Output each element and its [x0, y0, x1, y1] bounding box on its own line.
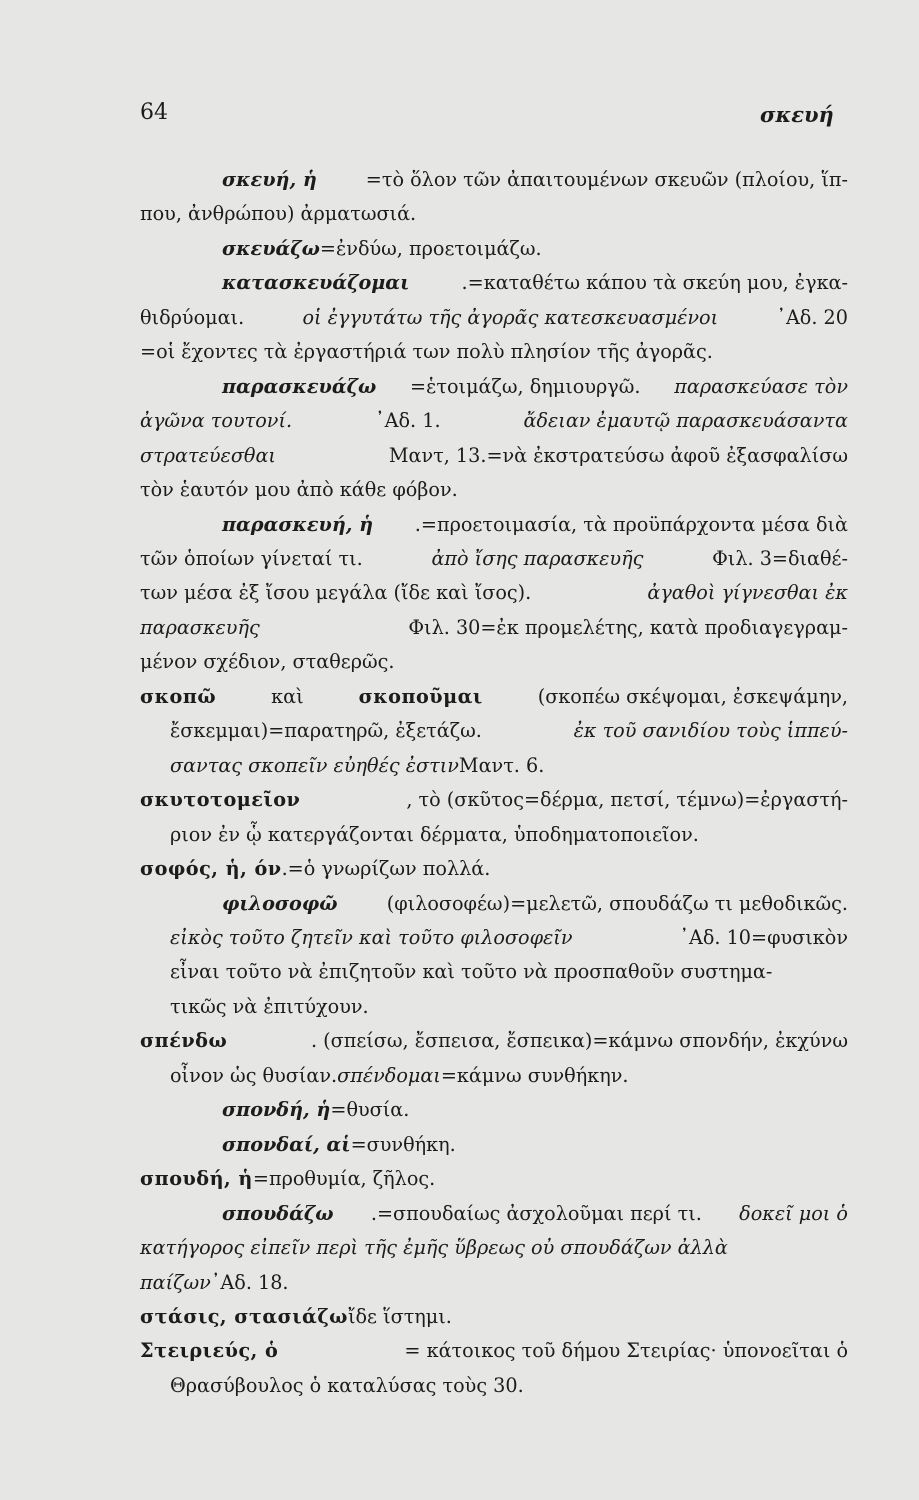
definition-text: θιδρύομαι.: [140, 305, 245, 329]
definition-text: ᾿Αδ. 20: [776, 305, 848, 329]
quotation: ἀπὸ ἴσης παρασκευῆς: [431, 546, 644, 570]
definition-text: Φιλ. 30=ἐκ προμελέτης, κατὰ προδιαγεγραμ-: [408, 615, 848, 639]
text-line: [140, 1128, 848, 1162]
definition-text: =ἐνδύω, προετοιμάζω.: [319, 236, 542, 260]
definition-text: ᾿Αδ. 18.: [210, 1270, 289, 1294]
headword: σκευάζω: [222, 236, 320, 260]
definition-text: ᾿Αδ. 10=φυσικὸν: [679, 925, 848, 949]
text-line: [140, 439, 848, 473]
headword: σοφός, ἡ, όν: [140, 857, 282, 881]
quotation: σαντας σκοπεῖν εὐηθές ἐστιν: [170, 753, 459, 777]
definition-text: που, ἀνθρώπου) ἀρματωσιά.: [140, 202, 417, 226]
text-line: [140, 473, 848, 507]
quotation: ἐκ τοῦ σανιδίου τοὺς ἱππεύ-: [573, 719, 848, 743]
text-line: [140, 335, 848, 369]
text-line: [140, 645, 848, 679]
definition-text: =κάμνω συνθήκην.: [440, 1063, 629, 1087]
text-line: [140, 887, 848, 921]
text-line: [140, 1231, 848, 1265]
text-line: [140, 197, 848, 231]
definition-text: των μέσα ἐξ ἴσου μεγάλα (ἴδε καὶ ἴσος).: [140, 581, 532, 605]
definition-text: ριον ἐν ᾧ κατεργάζονται δέρματα, ὑποδηματοποιεῖον.: [170, 822, 699, 846]
text-line: [140, 1024, 848, 1058]
headword: παρασκευάζω: [222, 374, 377, 398]
headword: φιλοσοφῶ: [222, 891, 338, 915]
text-line: [140, 542, 848, 576]
text-line: [140, 1162, 848, 1196]
definition-text: Μαντ, 13.=νὰ ἐκστρατεύσω ἀφοῦ ἐξασφαλίσω: [388, 443, 848, 467]
definition-text: ἔσκεμμαι)=παρατηρῶ, ἐξετάζω.: [170, 719, 482, 743]
definition-text: =θυσία.: [330, 1098, 410, 1122]
text-line: [140, 921, 848, 955]
text-line: [140, 749, 848, 783]
definition-text: καὶ: [271, 684, 304, 708]
headword: κατασκευάζομαι: [222, 271, 410, 295]
quotation: σπένδομαι: [337, 1063, 441, 1087]
definition-text: Φιλ. 3=διαθέ-: [712, 546, 848, 570]
text-line: [140, 1334, 848, 1368]
text-line: [140, 1197, 848, 1231]
definition-text: .=προετοιμασία, τὰ προϋπάρχοντα μέσα διὰ: [414, 512, 848, 536]
headword: σπουδή, ἡ: [140, 1167, 253, 1191]
quotation: ἀγῶνα τουτονί.: [140, 409, 293, 433]
text-line: [140, 404, 848, 438]
quotation: στρατεύεσθαι: [140, 443, 276, 467]
quotation: παρασκεύασε τὸν: [674, 374, 848, 398]
text-line: [140, 301, 848, 335]
definition-text: τὸν ἑαυτόν μου ἀπὸ κάθε φόβον.: [140, 478, 458, 502]
definition-text: =ἑτοιμάζω, δημιουργῶ.: [410, 374, 641, 398]
definition-text: ᾿Αδ. 1.: [375, 409, 441, 433]
definition-text: (σκοπέω σκέψομαι, ἐσκεψάμην,: [537, 684, 848, 708]
text-line: [140, 818, 848, 852]
definition-text: =τὸ ὅλον τῶν ἀπαιτουμένων σκευῶν (πλοίου, ἵπ-: [365, 168, 848, 191]
text-line: [140, 1369, 848, 1403]
text-line: [140, 783, 848, 817]
definition-text: .=ὁ γνωρίζων πολλά.: [281, 857, 491, 881]
text-line: [140, 714, 848, 748]
text-line: [140, 508, 848, 542]
definition-text: =οἱ ἔχοντες τὰ ἐργαστήριά των πολὺ πλησίον τῆς ἀγορᾶς.: [140, 340, 713, 364]
definition-text: μένον σχέδιον, σταθερῶς.: [140, 650, 395, 674]
headword: σπουδάζω: [222, 1201, 334, 1225]
definition-text: οἶνον ὡς θυσίαν.: [170, 1063, 338, 1087]
definition-text: =συνθήκη.: [350, 1132, 456, 1156]
definition-text: ἴδε ἵστημι.: [347, 1304, 452, 1328]
definition-text: = κάτοικος τοῦ δήμου Στειρίας· ὑπονοεῖται ὁ: [404, 1339, 848, 1363]
quotation: παρασκευῆς: [140, 615, 260, 639]
text-line: [140, 1093, 848, 1127]
definition-text: Θρασύβουλος ὁ καταλύσας τοὺς 30.: [170, 1373, 524, 1397]
definition-text: .=σπουδαίως ἀσχολοῦμαι περί τι.: [370, 1201, 702, 1225]
text-line: [140, 1059, 848, 1093]
definition-text: (φιλοσοφέω)=μελετῶ, σπουδάζω τι μεθοδικῶς.: [386, 891, 848, 915]
headword: σκυτοτομεῖον: [140, 788, 301, 812]
definition-text: Μαντ. 6.: [458, 753, 545, 777]
text-line: [140, 1266, 848, 1300]
quotation: κατήγορος εἰπεῖν περὶ τῆς ἐμῆς ὕβρεως οὐ σπουδάζων ἀλλὰ: [140, 1236, 728, 1260]
text-line: [140, 680, 848, 714]
text-line: [140, 611, 848, 645]
headword: σκοποῦμαι: [358, 684, 483, 708]
text-line: [140, 370, 848, 404]
definition-text: =προθυμία, ζῆλος.: [252, 1167, 436, 1191]
headword: στάσις, στασιάζω: [140, 1304, 348, 1328]
definition-text: . (σπείσω, ἔσπεισα, ἔσπεικα)=κάμνω σπονδήν, ἐκχύνω: [310, 1029, 848, 1053]
text-line: [140, 576, 848, 610]
definition-text: τικῶς νὰ ἐπιτύχουν.: [170, 994, 369, 1018]
quotation: οἱ ἐγγυτάτω τῆς ἀγορᾶς κατεσκευασμένοι: [302, 305, 719, 329]
entries-block: [140, 163, 848, 1403]
headword: σπονδαί, αἱ: [222, 1132, 351, 1156]
quotation: δοκεῖ μοι ὁ: [739, 1201, 848, 1225]
page-number: 64: [140, 100, 168, 125]
text-line: [140, 852, 848, 886]
headword: παρασκευή, ἡ: [222, 512, 374, 536]
headword: σκευή, ἡ: [222, 168, 317, 191]
headword: σκοπῶ: [140, 684, 217, 708]
text-line: [140, 1300, 848, 1334]
quotation: εἰκὸς τοῦτο ζητεῖν καὶ τοῦτο φιλοσοφεῖν: [170, 925, 573, 949]
quotation: παίζων: [140, 1270, 211, 1294]
quotation: ἀγαθοὶ γίγνεσθαι ἐκ: [647, 581, 848, 605]
text-line: [140, 163, 848, 197]
definition-text: , τὸ (σκῦτος=δέρμα, πετσί, τέμνω)=ἐργαστή-: [406, 788, 848, 812]
text-line: [140, 266, 848, 300]
text-line: [140, 990, 848, 1024]
headword: σπονδή, ἡ: [222, 1098, 331, 1122]
headword: σπένδω: [140, 1029, 228, 1053]
definition-text: .=καταθέτω κάπου τὰ σκεύη μου, ἐγκα-: [461, 271, 848, 295]
text-line: [140, 232, 848, 266]
definition-text: τῶν ὁποίων γίνεταί τι.: [140, 546, 363, 570]
running-head: σκευή: [760, 102, 834, 127]
headword: Στειριεύς, ὁ: [140, 1339, 279, 1363]
quotation: ἄδειαν ἐμαυτῷ παρασκευάσαντα: [523, 409, 848, 433]
definition-text: εἶναι τοῦτο νὰ ἐπιζητοῦν καὶ τοῦτο νὰ προσπαθοῦν συστημα-: [170, 960, 773, 984]
text-line: [140, 955, 848, 989]
